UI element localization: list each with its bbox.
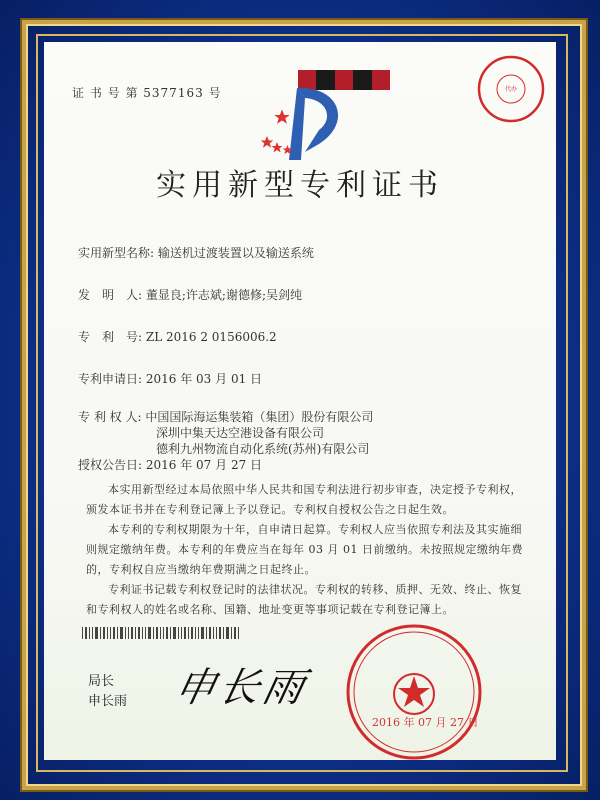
body-paragraph-2: 本专利的专利权期限为十年，自申请日起算。专利权人应当依照专利法及其实施细则规定缴纳年费。本专利的年费应当在每年 03 月 01 日前缴纳。未按照规定缴纳年费的，专利权自应当缴纳年费期满之日起终止。 xyxy=(86,523,523,576)
handwritten-signature: 申长雨 xyxy=(170,665,313,711)
director-name: 申长雨 xyxy=(88,693,128,708)
seal-date: 2016 年 07 月 27 日 xyxy=(372,716,479,729)
model-name-row: 实用新型名称: 输送机过渡装置以及输送系统 xyxy=(78,246,314,260)
inventor-row: 发 明 人: 董显良;许志斌;谢德修;吴剑纯 xyxy=(78,288,303,302)
page-title: 实用新型专利证书 xyxy=(156,168,444,203)
certificate-number: 证 书 号 第 5377163 号 xyxy=(72,86,222,100)
national-seal-icon xyxy=(344,622,484,760)
owner-line-3: 德利九州物流自动化系统(苏州)有限公司 xyxy=(156,442,370,456)
svg-text:代办: 代办 xyxy=(504,86,518,93)
agency-seal-icon xyxy=(476,54,546,124)
patent-number-row: 专 利 号: ZL 2016 2 0156006.2 xyxy=(78,330,277,344)
certificate-paper xyxy=(44,42,556,760)
announce-date-row: 授权公告日: 2016 年 07 月 27 日 xyxy=(78,458,263,472)
patent-office-logo-icon xyxy=(249,82,359,162)
body-paragraph-3: 专利证书记载专利权登记时的法律状况。专利权的转移、质押、无效、终止、恢复和专利权人的姓名或名称、国籍、地址变更等事项记载在专利登记簿上。 xyxy=(86,583,522,616)
barcode xyxy=(82,627,242,639)
owner-line-2: 深圳中集天达空港设备有限公司 xyxy=(156,426,325,440)
body-paragraph-1: 本实用新型经过本局依照中华人民共和国专利法进行初步审查，决定授予专利权，颁发本证书并在专利登记簿上予以登记。专利权自授权公告之日起生效。 xyxy=(86,483,522,516)
owner-row: 专 利 权 人: 中国国际海运集装箱（集团）股份有限公司 xyxy=(78,410,374,424)
apply-date-row: 专利申请日: 2016 年 03 月 01 日 xyxy=(78,372,263,386)
director-title: 局长 xyxy=(88,673,115,688)
